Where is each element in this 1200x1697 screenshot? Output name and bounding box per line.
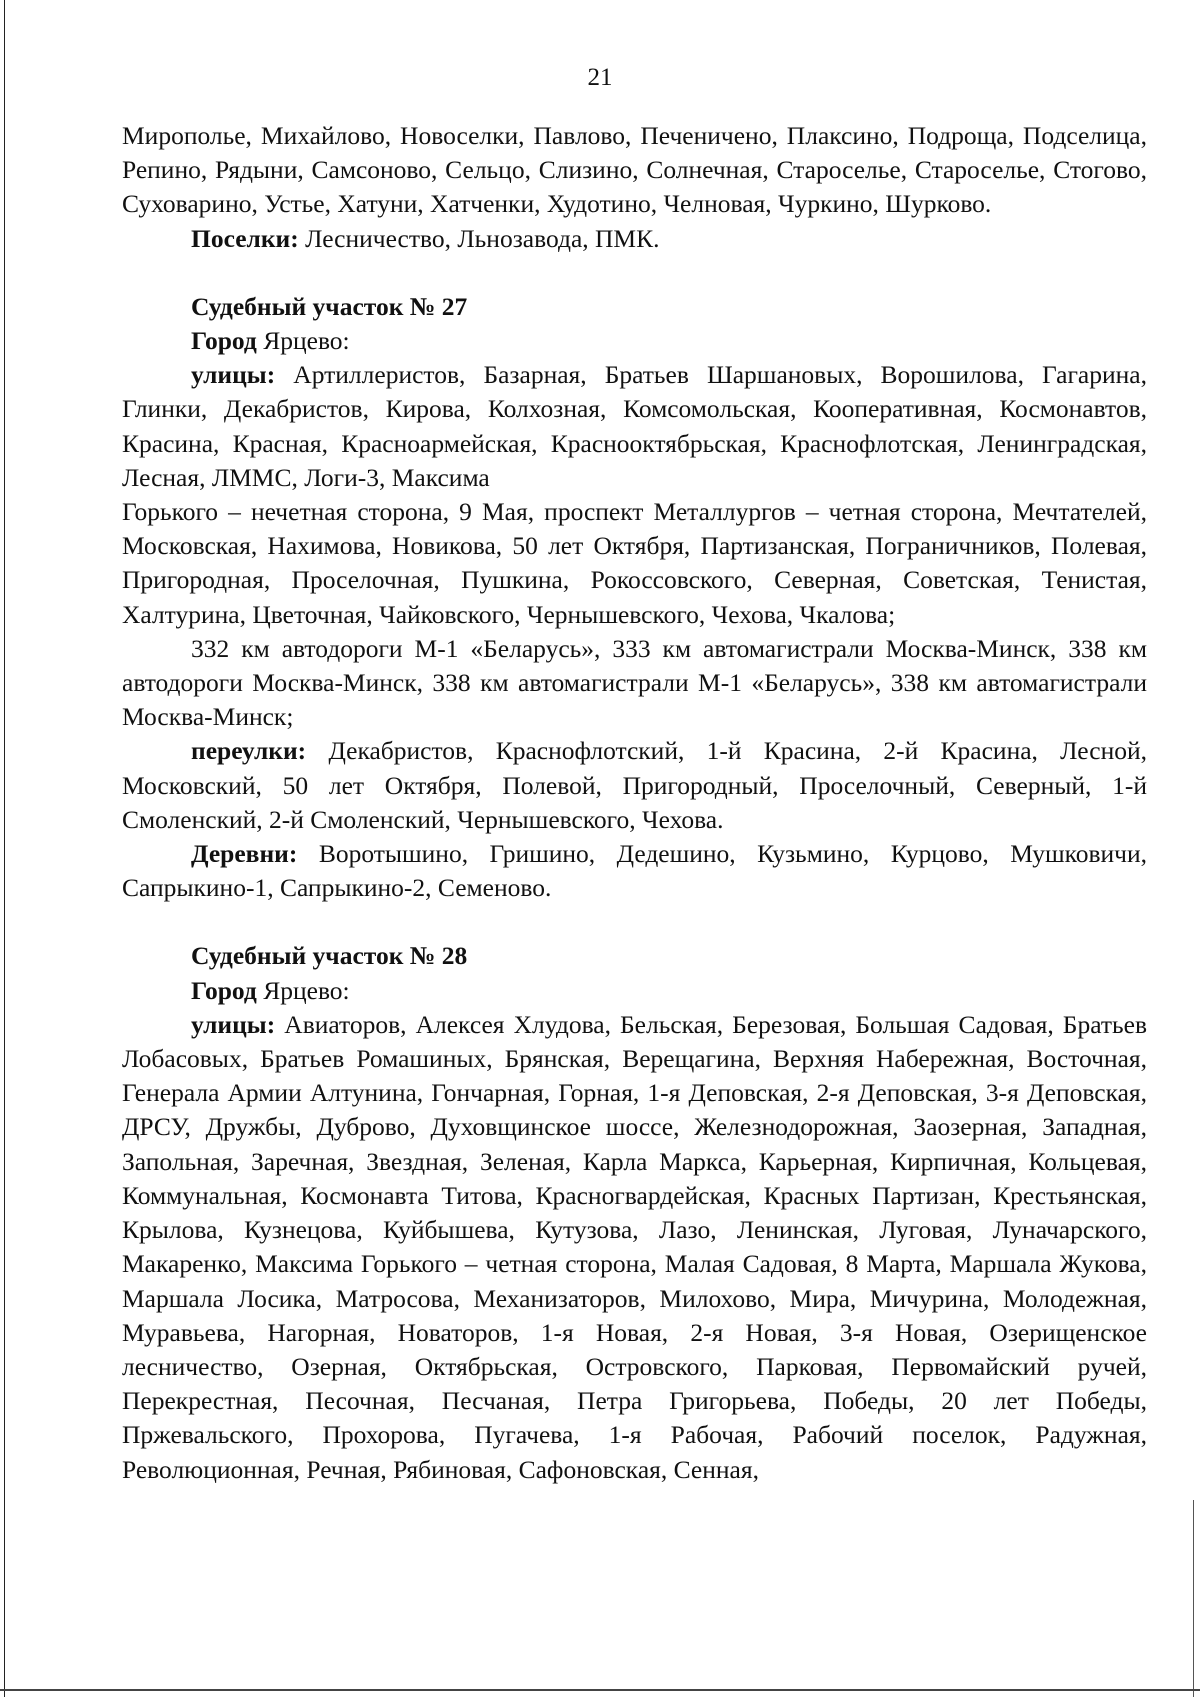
streets-text: Авиаторов, Алексея Хлудова, Бельская, Березовая, Большая Садовая, Братьев Лобасовых, Братьев Ромашиных, Брянская, Верещагина, Верхняя Набережная, Восточная, Генерала Армии Алтунина, Гончарная, Горная, 1-я Деповская, 2-я Деповская, 3-я Деповская, ДРСУ, Дружбы, Дуброво, Духовщинское шоссе, Железнодорожная, Заозерная, Западная, Запольная, Заречная, Звездная, Зеленая, Карла Маркса, Карьерная, Кирпичная, Кольцевая, Коммунальная, Космонавта Титова, Красногвардейская, Красных Партизан, Крестьянская, Крылова, Кузнецова, Куйбышева, Кутузова, Лазо, Ленинская, Луговая, Луначарского, Макаренко, Максима Горького – четная сторона, Малая Садовая, 8 Марта, Маршала Жукова, Маршала Лосика, Матросова, Механизаторов, Милохово, Мира, Мичурина, Молодежная, Муравьева, Нагорная, Новаторов, 1-я Новая, 2-я Новая, 3-я Новая, Озерищенское лесничество, Озерная, Октябрьская, Островского, Парковая, Первомайский ручей, Перекрестная, Песочная, Песчаная, Петра Григорьева, Победы, 20 лет Победы, Пржевальского, Прохорова, Пугачева, 1-я Рабочая, Рабочий поселок, Радужная, Революционная, Речная, Рябиновая, Сафоновская, Сенная, <box>122 1009 1147 1484</box>
page-number: 21 <box>587 64 613 91</box>
section-spacer <box>122 905 1147 939</box>
section-28-streets-paragraph <box>122 1008 1147 1487</box>
section-27-roads-paragraph: 332 км автодороги М-1 «Беларусь», 333 км автомагистрали Москва-Минск, 338 км автодороги Москва-Минск, 338 км автомагистрали М-1 «Беларусь», 338 км автомагистрали Москва-Минск; <box>122 633 1147 732</box>
document-body <box>122 119 1147 1487</box>
scan-left-edge-line <box>4 0 5 1697</box>
streets-label: улицы: <box>191 1009 276 1039</box>
section-27-streets-paragraph <box>122 358 1147 495</box>
city-text: Ярцево: <box>256 326 350 356</box>
section-27-lanes-paragraph <box>122 734 1147 837</box>
city-text: Ярцево: <box>256 975 350 1005</box>
settlements-paragraph <box>122 222 1147 256</box>
section-27-heading: Судебный участок № 27 <box>191 291 468 321</box>
section-spacer <box>122 256 1147 290</box>
lanes-text: Декабристов, Краснофлотский, 1-й Красина, 2-й Красина, Лесной, Московский, 50 лет Октября, Полевой, Пригородный, Проселочный, Северный, 1-й Смоленский, 2-й Смоленский, Чернышевского, Чехова. <box>122 736 1147 834</box>
section-27-city-line <box>122 324 1147 358</box>
settlements-label: Поселки: <box>191 223 299 253</box>
section-28-city-line <box>122 974 1147 1008</box>
villages-text: Воротышино, Гришино, Дедешино, Кузьмино, Курцово, Мушковичи, Сапрыкино-1, Сапрыкино-2, Семеново. <box>122 839 1147 903</box>
streets-text: Артиллеристов, Базарная, Братьев Шаршановых, Ворошилова, Гагарина, Глинки, Декабристов, Кирова, Колхозная, Комсомольская, Кооперативная, Космонавтов, Красина, Красная, Красноармейская, Краснооктябрьская, Краснофлотская, Ленинградская, Лесная, ЛММС, Логи-3, Максима <box>122 360 1147 492</box>
section-27-streets-continued: Горького – нечетная сторона, 9 Мая, проспект Металлургов – четная сторона, Мечтателей, Московская, Нахимова, Новикова, 50 лет Октября, Партизанская, Пограничников, Полевая, Пригородная, Проселочная, Пушкина, Рокоссовского, Северная, Советская, Тенистая, Халтурина, Цветочная, Чайковского, Чернышевского, Чехова, Чкалова; <box>122 497 1147 629</box>
scan-bottom-edge-line <box>0 1689 1200 1691</box>
streets-label: улицы: <box>191 360 276 390</box>
villages-continued-paragraph: Мирополье, Михайлово, Новоселки, Павлово, Печеничено, Плаксино, Подроща, Подселица, Репино, Рядыни, Самсоново, Сельцо, Слизино, Солнечная, Староселье, Староселье, Стогово, Суховарино, Устье, Хатуни, Хатченки, Худотино, Челновая, Чуркино, Шурково. <box>122 121 1147 219</box>
scan-right-edge-line <box>1193 1500 1194 1697</box>
city-label: Город <box>191 326 257 356</box>
settlements-text: Лесничество, Льнозавода, ПМК. <box>298 223 660 253</box>
lanes-label: переулки: <box>191 736 307 766</box>
section-28-heading: Судебный участок № 28 <box>191 941 468 971</box>
villages-label: Деревни: <box>191 839 298 869</box>
city-label: Город <box>191 975 257 1005</box>
section-27-villages-paragraph <box>122 837 1147 905</box>
